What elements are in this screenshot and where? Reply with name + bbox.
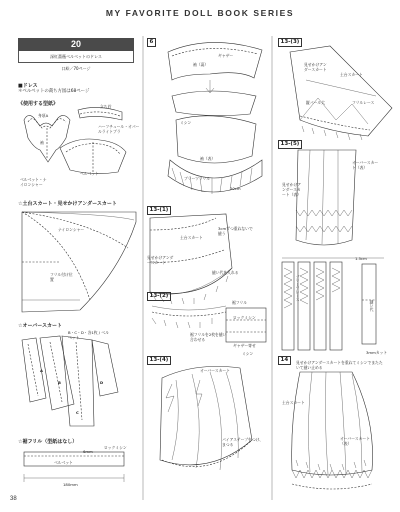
step-14-note-b: 土台スカート [282, 400, 305, 405]
skirt-pattern [22, 212, 136, 312]
step-14-note-a: 見せかけアンダースカートを重ねてミシンでまたたいて縫い止める [296, 360, 383, 370]
overskirt-piece-b: B [58, 380, 61, 385]
overskirt-note: B・C・D・各1枚 / ベルベット [68, 330, 109, 340]
step-13-5-number: 13-(5) [278, 140, 302, 149]
step-6-note-a: 袖（裏） [193, 62, 209, 67]
frill-measure-bottom: 180mm [63, 482, 78, 487]
step-13-1-number: 13-(1) [147, 206, 171, 215]
dress-heading: ■ドレス [18, 83, 38, 89]
step-13-1-note-c: 縫い代を入れる [212, 270, 239, 275]
step-13-3-note-a: 見せかけアンダースカート [304, 62, 327, 72]
step-13-4-note-b: パイアステープをつけ、まつる [222, 437, 264, 447]
overskirt-heading: ☆オーバースカート [18, 323, 62, 329]
dress-note: ＊ベルベットの裁ち方図は68ページ [18, 89, 90, 94]
step-6-number: 6 [147, 38, 156, 47]
step-6-note-c: ミシン [180, 120, 192, 125]
piece-sleeve-label: 袖 [40, 140, 44, 145]
step-6-note-d: 袖（表） [200, 156, 216, 161]
step-13-2-note-d: ミシン [242, 351, 254, 356]
item-subtitle: 深紅薔薇ベルベットのドレス [18, 51, 134, 63]
step-14-note-d: 3mmカット [366, 350, 388, 355]
step-13-5-note-b: 見せかけアンダースカート（表） [282, 182, 301, 197]
lace-note: ハーフチュール・オパールライトブラ [98, 124, 140, 134]
pattern-heading: 《使用する型紙》 [18, 101, 59, 107]
step-13-2-number: 13-(2) [147, 292, 171, 301]
step-13-2-note-e: 裾フリルを2枚を縫い合わせる [190, 332, 227, 342]
step-13-1-note-d: 見せかけアンダースカート [147, 255, 174, 265]
step-13-4-number: 13-(4) [147, 356, 171, 365]
step-13-3-note-d: フリルレース [352, 100, 375, 105]
frill-measure-top: 6mm [83, 449, 93, 454]
overskirt-piece-d: D [100, 380, 104, 385]
collar-pattern [78, 107, 122, 120]
piece-collar-label: 立ち衿 [100, 104, 112, 109]
frill-pattern [24, 452, 124, 482]
step-13-3-diagram [290, 46, 392, 140]
step-13-3-note-b: 土台スカート [340, 72, 363, 77]
step-6-measure: 20cm [230, 186, 241, 191]
item-number: 20 [18, 38, 134, 51]
step-13-2-note-a: 裾フリル [232, 300, 248, 305]
step-6-diagram [168, 42, 262, 194]
step-13-4-diagram [160, 366, 252, 470]
skirt-frill-note: フリル付け位置 [50, 272, 73, 282]
overskirt-piece-c: C [76, 410, 79, 415]
step-13-3-note-c: 縦パール大 [306, 100, 325, 105]
step-14-diagram [292, 372, 373, 489]
step-13-5-diagram [282, 150, 384, 350]
step-6-note-e: ブリーツフリル [184, 176, 211, 181]
skirt-heading: ☆土台スカート・見せかけアンダースカート [18, 201, 117, 207]
step-13-1-note-b: 3cmずつ重ねないで縫う [218, 226, 253, 236]
step-13-1-note-a: 土台スカート [180, 235, 203, 240]
frill-note: ロックミシン [104, 445, 127, 450]
velvet-nylon-note: ベルベット・ナイロンシャー [20, 177, 47, 187]
step-13-2-note-b: ロックミシン [233, 315, 256, 320]
piece-bodice-label: 身頃A [38, 113, 49, 118]
step-13-5-note-a: オーバースカート（表） [352, 160, 379, 170]
step-14-note-c: オーバースカート（表） [340, 436, 370, 446]
step-13-4-note-a: オーバースカート [200, 368, 230, 373]
step-13-3-number: 13-(3) [278, 38, 302, 47]
frill-label: ベルベット [54, 460, 73, 465]
step-13-5-note-c: ブリーツレース [296, 275, 301, 302]
series-title: MY FAVORITE DOLL BOOK SERIES [105, 8, 295, 18]
step-13-2-note-c: ギャザー寄せ [233, 343, 256, 348]
step-14-number: 14 [278, 356, 291, 365]
frill-heading: ☆裾フリル（型紙はなし） [18, 439, 78, 445]
step-13-2-diagram [152, 306, 266, 342]
page-number: 38 [10, 496, 17, 502]
skirt-nylon-note: ナイロンシャー [58, 227, 85, 232]
step-13-5-note-d: 1.5cm [355, 256, 367, 261]
overskirt-pattern [22, 336, 118, 426]
velvet-note: ベルベット [80, 171, 99, 176]
overskirt-piece-a: A [40, 368, 43, 373]
step-13-1-diagram [150, 214, 232, 304]
sleeve-pattern [60, 139, 126, 174]
step-13-5-note-e: 縫い代 [370, 300, 375, 312]
item-page-ref: 口絵／70ページ [61, 66, 91, 71]
step-6-note-b: ギャザー [218, 53, 234, 58]
